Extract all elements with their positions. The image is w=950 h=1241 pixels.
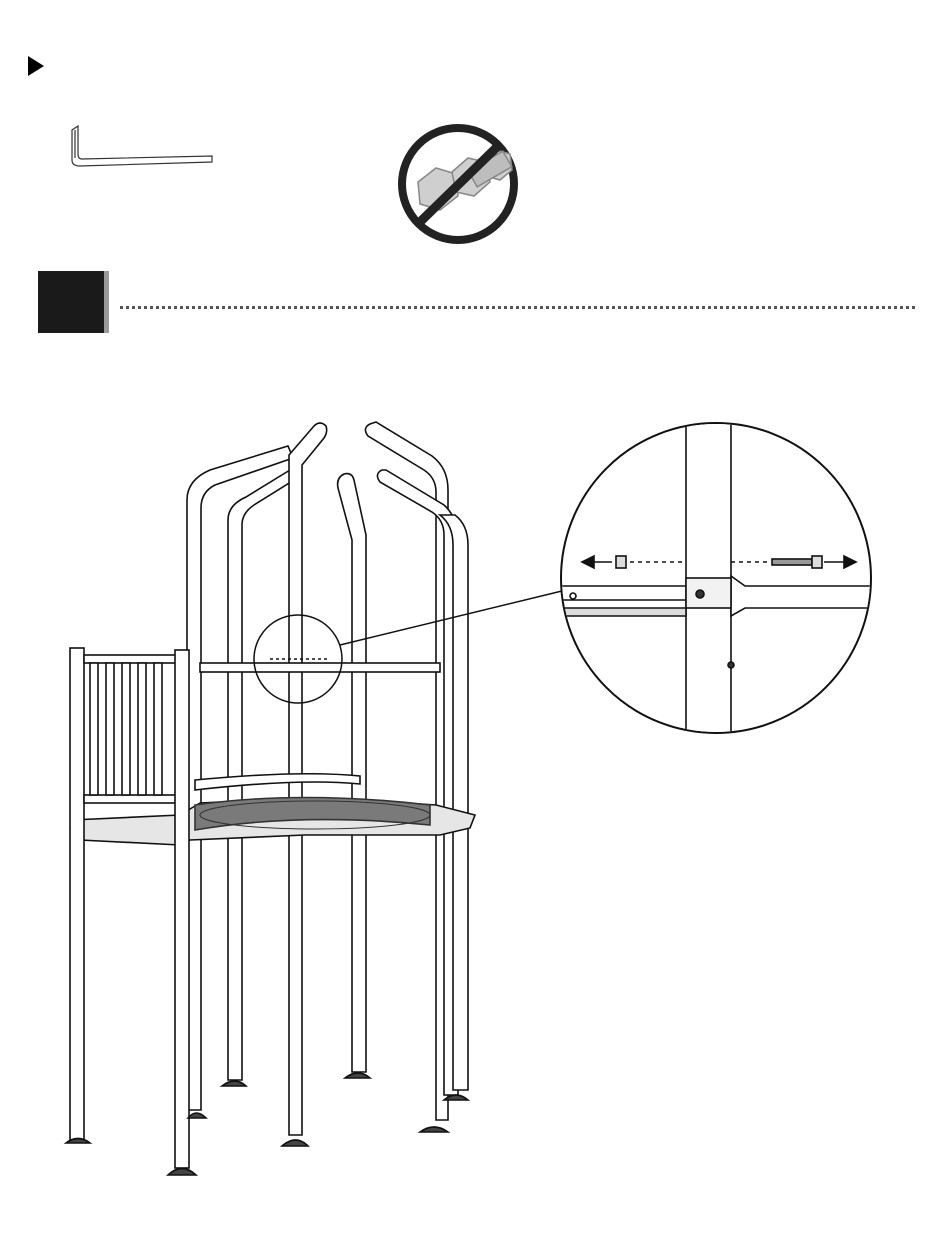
dotted-divider xyxy=(120,306,915,309)
hex-key-icon xyxy=(72,126,212,166)
step-number-box xyxy=(38,271,109,333)
no-bolt-icon xyxy=(402,128,514,240)
bolt-detail-view xyxy=(560,410,880,750)
playset-frame-icon xyxy=(66,422,475,1175)
